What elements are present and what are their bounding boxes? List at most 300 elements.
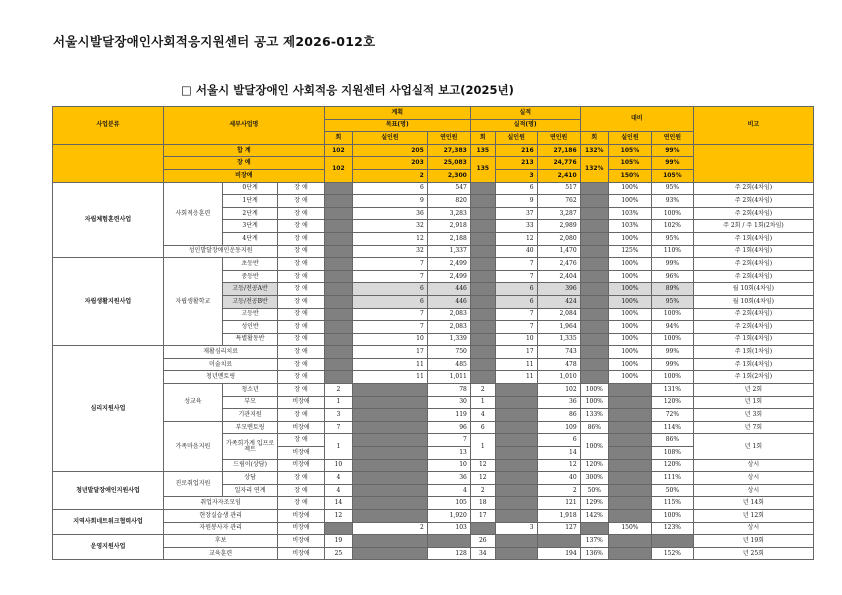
remark-cell: 주 1회(2차임) [693,371,813,384]
table-cell: 14 [324,497,352,510]
table-cell: 4 [324,472,352,485]
table-cell: 129% [580,497,608,510]
table-cell: 120% [580,459,608,472]
grey-cell [580,371,608,384]
grey-cell [495,459,537,472]
section-label: 자립체험훈련사업 [53,182,164,258]
table-cell: 96% [651,270,693,283]
grey-cell [324,207,352,220]
item-name: 고등/전공B반 [222,295,277,308]
table-cell: 750 [427,346,470,359]
table-cell: 95% [651,182,693,195]
table-cell: 119 [427,409,470,422]
item-type: 장 애 [278,195,324,208]
summary-cell: 99% [651,144,693,157]
table-cell: 109 [537,421,580,434]
table-cell: 12 [470,459,495,472]
remark-cell: 년 7회 [693,421,813,434]
table-cell: 127 [537,522,580,535]
grey-cell [470,182,495,195]
grey-cell [470,270,495,283]
table-cell: 4 [470,409,495,422]
item-type: 장 애 [278,434,324,447]
item-name: 1단계 [222,195,277,208]
grey-cell [608,484,651,497]
grey-cell [324,295,352,308]
table-cell: 86 [537,409,580,422]
item-name: 재활심리치료 [163,346,277,359]
grey-cell [353,421,428,434]
item-type: 장 애 [278,258,324,271]
grey-cell [324,245,352,258]
table-cell: 25 [324,547,352,560]
table-cell: 50% [651,484,693,497]
summary-cell: 25,083 [427,157,470,170]
grey-cell [495,497,537,510]
item-name: 미술치료 [163,358,277,371]
summary-cell: 213 [495,157,537,170]
group-label: 진로취업지원 [163,472,222,497]
summary-cell: 132% [580,144,608,157]
grey-cell [495,384,537,397]
table-cell: 9 [495,195,537,208]
remark-cell: 상시 [693,459,813,472]
table-cell: 1,011 [427,371,470,384]
table-cell: 40 [495,245,537,258]
item-type: 장 애 [278,220,324,233]
table-cell: 6 [537,434,580,447]
summary-total-label: 합 계 [163,144,324,157]
table-cell: 103 [427,522,470,535]
grey-cell [470,258,495,271]
table-cell: 2,499 [427,258,470,271]
remark-cell: 주 2회(4차임) [693,207,813,220]
table-cell: 7 [427,434,470,447]
table-cell: 446 [427,283,470,296]
table-cell: 99% [651,346,693,359]
item-name: 특별활동반 [222,333,277,346]
remark-cell: 주 1회(4차임) [693,232,813,245]
grey-cell [324,232,352,245]
table-cell: 100% [580,384,608,397]
item-name: 2단계 [222,207,277,220]
table-cell: 100% [651,207,693,220]
item-name: 중등반 [222,270,277,283]
table-cell: 7 [353,321,428,334]
table-cell: 86% [651,434,693,447]
section-label: 지역사회네트워크협력사업 [53,510,164,535]
grey-cell [427,535,470,548]
grey-cell [353,459,428,472]
remark-cell: 주 2회 / 주 1회(2차임) [693,220,813,233]
table-cell: 1,010 [537,371,580,384]
grey-cell [495,447,537,460]
grey-cell [353,409,428,422]
summary-cell: 105% [608,157,651,170]
table-cell: 2,084 [537,308,580,321]
report-title: □ 서울시 발달장애인 사회적응 지원센터 사업실적 보고(2025년) [181,83,514,97]
notice-title: 서울시발달장애인사회적응지원센터 공고 제2026-012호 [53,34,376,49]
grey-cell [353,497,428,510]
grey-cell [580,195,608,208]
table-cell: 36 [537,396,580,409]
table-cell: 32 [353,220,428,233]
grey-cell [353,396,428,409]
table-cell: 100% [608,308,651,321]
item-name: 고등반 [222,308,277,321]
table-cell: 100% [608,270,651,283]
table-cell: 136% [580,547,608,560]
grey-cell [324,220,352,233]
grey-cell [608,472,651,485]
table-cell: 102 [537,384,580,397]
table-cell: 9 [353,195,428,208]
table-cell: 17 [495,346,537,359]
item-name: 후보 [163,535,277,548]
summary-cell: 105% [608,144,651,157]
summary-nondisabled-label: 비장애 [163,169,324,182]
grey-cell [353,547,428,560]
group-label: 성교육 [163,384,222,422]
table-cell: 100% [608,333,651,346]
item-name: 부모 [222,396,277,409]
summary-cell: 216 [495,144,537,157]
table-cell: 150% [608,522,651,535]
table-cell: 2,989 [537,220,580,233]
remark-cell: 년 2회 [693,384,813,397]
table-cell: 1,339 [427,333,470,346]
section-label: 자립생활지원사업 [53,258,164,346]
table-cell: 125% [608,245,651,258]
grey-cell [651,535,693,548]
table-cell: 3 [495,522,537,535]
grey-cell [470,308,495,321]
group-label: 가족마음지원 [163,421,222,471]
table-cell: 26 [470,535,495,548]
grey-cell [324,371,352,384]
grey-cell [324,321,352,334]
grey-cell [470,333,495,346]
grey-cell [324,333,352,346]
table-cell: 11 [495,371,537,384]
item-type: 장 애 [278,283,324,296]
table-cell: 17 [353,346,428,359]
table-cell: 6 [495,182,537,195]
table-cell: 99% [651,258,693,271]
grey-cell [495,472,537,485]
table-cell: 36 [353,207,428,220]
table-cell: 2 [470,484,495,497]
grey-cell [470,321,495,334]
table-cell: 12 [353,232,428,245]
item-type: 장 애 [278,245,324,258]
remark-cell: 주 2회(4차임) [693,308,813,321]
grey-cell [580,308,608,321]
grey-cell [580,321,608,334]
item-type: 비장애 [278,447,324,460]
table-cell: 7 [353,308,428,321]
table-cell: 10 [495,333,537,346]
table-cell: 1,964 [537,321,580,334]
grey-cell [608,497,651,510]
table-cell: 100% [580,434,608,459]
item-type: 장 애 [278,484,324,497]
table-cell: 100% [608,358,651,371]
table-cell: 12 [324,510,352,523]
header-times: 회 [580,132,608,145]
table-cell: 2,499 [427,270,470,283]
grey-cell [324,270,352,283]
table-cell: 300% [580,472,608,485]
item-type: 장 애 [278,295,324,308]
table-cell: 762 [537,195,580,208]
grey-cell [580,207,608,220]
grey-cell [470,371,495,384]
table-cell: 7 [324,421,352,434]
table-cell: 95% [651,295,693,308]
table-cell: 100% [580,396,608,409]
grey-cell [353,535,428,548]
table-cell: 37 [495,207,537,220]
group-label: 자립생활학교 [163,258,222,346]
item-name: 드림이(상담) [222,459,277,472]
item-type: 비장애 [278,522,324,535]
grey-cell [324,283,352,296]
table-cell: 17 [470,510,495,523]
header-times: 회 [470,132,495,145]
header-actual: 실적 [470,107,580,120]
remark-cell: 상시 [693,484,813,497]
table-cell: 131% [651,384,693,397]
table-cell: 100% [651,510,693,523]
item-type: 비장애 [278,459,324,472]
table-cell: 13 [427,447,470,460]
grey-cell [470,346,495,359]
item-name: 성인반 [222,321,277,334]
table-cell: 7 [495,308,537,321]
grey-cell [324,258,352,271]
summary-cell: 203 [353,157,428,170]
grey-cell [353,447,428,460]
table-cell: 86% [580,421,608,434]
table-cell: 485 [427,358,470,371]
remark-cell: 년 25회 [693,547,813,560]
table-cell: 7 [495,321,537,334]
table-cell: 424 [537,295,580,308]
item-name: 현장실습생 관리 [163,510,277,523]
grey-cell [580,522,608,535]
table-cell: 11 [495,358,537,371]
item-name: 성인발달장애인운동지원 [163,245,277,258]
table-cell: 1 [470,396,495,409]
summary-cell: 3 [495,169,537,182]
grey-cell [470,283,495,296]
item-name: 취업자자조모임 [163,497,277,510]
grey-cell [470,245,495,258]
item-name: 4단계 [222,232,277,245]
table-cell: 100% [608,346,651,359]
item-type: 비장애 [278,510,324,523]
item-type: 장 애 [278,497,324,510]
summary-disabled-label: 장 애 [163,157,324,170]
grey-cell [324,522,352,535]
table-cell: 1 [324,434,352,459]
remark-cell: 년 1회 [693,434,813,459]
table-cell: 111% [651,472,693,485]
table-cell: 2,918 [427,220,470,233]
remark-cell: 년 19회 [693,535,813,548]
grey-cell [580,358,608,371]
table-cell: 10 [324,459,352,472]
table-cell: 133% [580,409,608,422]
table-cell: 34 [470,547,495,560]
table-cell: 3,283 [427,207,470,220]
table-cell: 99% [651,358,693,371]
table-cell: 3,287 [537,207,580,220]
table-cell: 2 [470,384,495,397]
remark-cell: 주 1회(4차임) [693,358,813,371]
table-cell: 6 [353,295,428,308]
item-type: 장 애 [278,384,324,397]
summary-cell: 102 [324,144,352,157]
grey-cell [608,547,651,560]
grey-cell [580,283,608,296]
table-cell: 7 [353,270,428,283]
item-type: 비장애 [278,535,324,548]
summary-cell: 132% [580,157,608,182]
grey-cell [608,459,651,472]
summary-cell: 135 [470,157,495,182]
table-cell: 96 [427,421,470,434]
summary-cell: 27,383 [427,144,470,157]
item-type: 장 애 [278,182,324,195]
grey-cell [495,535,537,548]
item-name: 초등반 [222,258,277,271]
grey-cell [580,270,608,283]
grey-cell [608,447,651,460]
remark-cell: 년 12회 [693,510,813,523]
grey-cell [580,232,608,245]
header-real: 실인원 [353,132,428,145]
group-label: 사회적응훈련 [163,182,222,245]
item-name: 교육훈련 [163,547,277,560]
summary-cell: 24,776 [537,157,580,170]
grey-cell [608,535,651,548]
item-type: 장 애 [278,333,324,346]
table-cell: 2 [537,484,580,497]
table-cell: 517 [537,182,580,195]
table-cell: 100% [608,283,651,296]
summary-remark [693,144,813,182]
table-cell: 6 [495,283,537,296]
grey-cell [608,434,651,447]
item-type: 장 애 [278,207,324,220]
table-cell: 1,470 [537,245,580,258]
performance-table [52,106,814,560]
summary-cell: 102 [324,157,352,182]
table-cell: 10 [427,459,470,472]
grey-cell [470,358,495,371]
item-type: 장 애 [278,346,324,359]
table-cell: 100% [608,295,651,308]
item-type: 장 애 [278,472,324,485]
header-plan: 계획 [324,107,470,120]
table-cell: 14 [537,447,580,460]
item-type: 비장애 [278,396,324,409]
section-label: 심리지원사업 [53,346,164,472]
table-cell: 1 [324,396,352,409]
table-cell: 100% [608,195,651,208]
item-type: 장 애 [278,270,324,283]
remark-cell: 주 1회(4차임) [693,333,813,346]
summary-cell: 205 [353,144,428,157]
table-cell: 2 [324,384,352,397]
grey-cell [580,245,608,258]
grey-cell [495,396,537,409]
header-total: 연인원 [427,132,470,145]
header-detail: 세부사업명 [163,107,324,145]
item-type: 장 애 [278,409,324,422]
table-cell: 72% [651,409,693,422]
table-cell: 2,083 [427,308,470,321]
table-cell: 100% [608,258,651,271]
grey-cell [470,522,495,535]
grey-cell [580,333,608,346]
grey-cell [353,484,428,497]
table-cell: 446 [427,295,470,308]
header-real: 실인원 [495,132,537,145]
table-cell: 93% [651,195,693,208]
table-cell: 128 [427,547,470,560]
table-cell: 194 [537,547,580,560]
grey-cell [580,295,608,308]
table-cell: 100% [651,308,693,321]
table-cell: 142% [580,510,608,523]
table-cell: 7 [353,258,428,271]
grey-cell [324,346,352,359]
table-cell: 2,188 [427,232,470,245]
grey-cell [324,195,352,208]
item-type: 장 애 [278,308,324,321]
remark-cell: 년 3회 [693,409,813,422]
summary-cell: 2,410 [537,169,580,182]
table-cell: 396 [537,283,580,296]
table-cell: 12 [470,472,495,485]
remark-cell: 주 2회(4차임) [693,270,813,283]
item-name: 부모멘토링 [222,421,277,434]
item-type: 장 애 [278,371,324,384]
header-times: 회 [324,132,352,145]
summary-cell: 2,300 [427,169,470,182]
item-name: 일자리 연계 [222,484,277,497]
grey-cell [353,472,428,485]
header-total: 연인원 [537,132,580,145]
table-cell: 36 [427,472,470,485]
table-cell: 10 [353,333,428,346]
table-cell: 100% [651,371,693,384]
grey-cell [470,195,495,208]
grey-cell [580,346,608,359]
table-cell: 105 [427,497,470,510]
grey-cell [580,220,608,233]
grey-cell [470,220,495,233]
table-cell: 18 [470,497,495,510]
table-cell: 115% [651,497,693,510]
table-cell: 1,920 [427,510,470,523]
table-cell: 1,335 [537,333,580,346]
remark-cell: 주 2회(4차임) [693,182,813,195]
grey-cell [495,434,537,447]
